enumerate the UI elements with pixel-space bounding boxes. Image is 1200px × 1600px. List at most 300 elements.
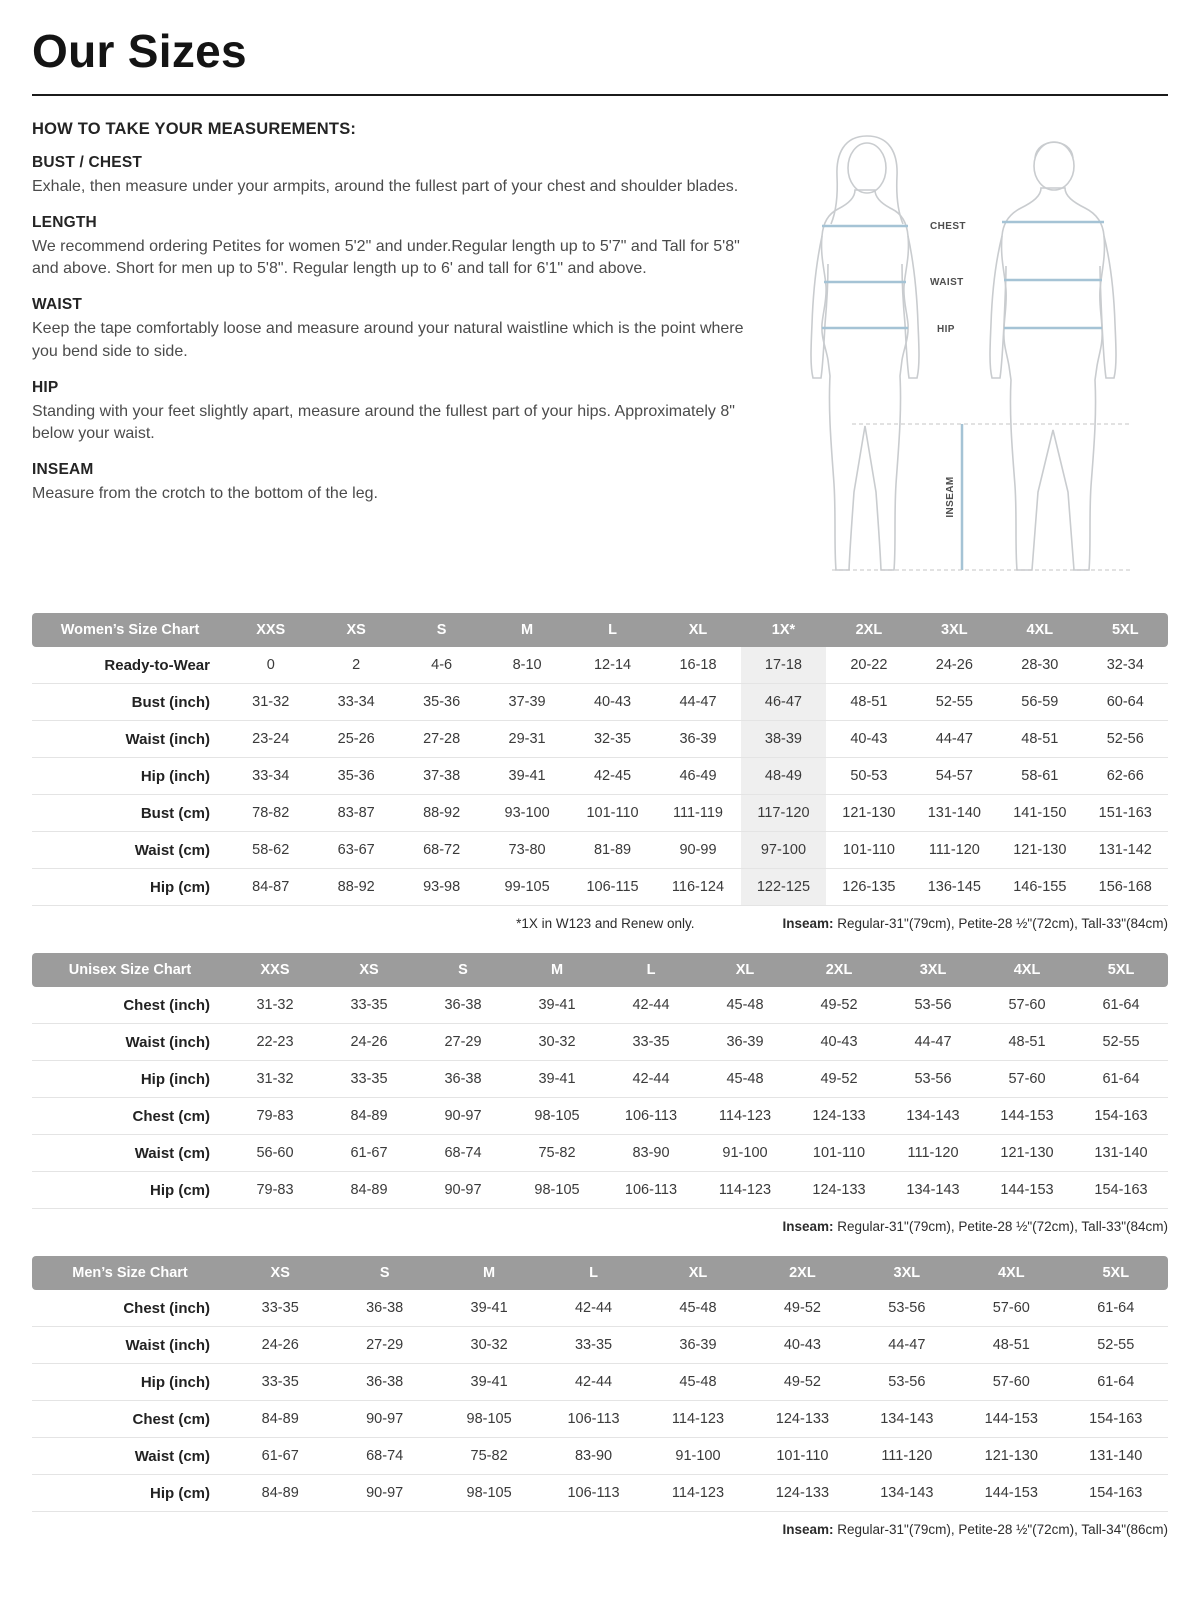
size-cell: 49-52 (750, 1290, 854, 1327)
size-cell: 24-26 (322, 1024, 416, 1061)
size-cell: 48-51 (826, 684, 911, 721)
size-cell: 36-39 (655, 721, 740, 758)
size-cell: 61-64 (1074, 987, 1168, 1024)
table-row (32, 1364, 1168, 1401)
table-row (32, 721, 1168, 758)
size-cell: 39-41 (510, 1061, 604, 1098)
instruction-body: Keep the tape comfortably loose and measure around your natural waistline which is the point where you bend side to side. (32, 320, 744, 360)
size-cell: 45-48 (646, 1364, 750, 1401)
size-cell: 101-110 (750, 1438, 854, 1475)
size-cell: 61-64 (1074, 1061, 1168, 1098)
size-cell: 84-87 (228, 869, 313, 906)
size-cell: 134-143 (886, 1172, 980, 1209)
row-label: Chest (inch) (32, 1290, 228, 1327)
footnote-inseam-note (782, 916, 1168, 931)
size-cell: 33-35 (322, 1061, 416, 1098)
size-cell: 68-74 (416, 1135, 510, 1172)
size-cell: 134-143 (886, 1098, 980, 1135)
size-cell: 90-97 (332, 1401, 436, 1438)
size-cell: 106-113 (604, 1172, 698, 1209)
page-title: Our Sizes (32, 25, 247, 77)
size-cell: 42-44 (541, 1290, 645, 1327)
size-cell: 40-43 (750, 1327, 854, 1364)
mens-size-chart-table (32, 1256, 1168, 1512)
size-cell: 84-89 (228, 1401, 332, 1438)
size-cell: 42-44 (604, 1061, 698, 1098)
size-cell: 49-52 (792, 987, 886, 1024)
size-cell: 58-62 (228, 832, 313, 869)
size-cell: 84-89 (322, 1172, 416, 1209)
size-column-header: L (570, 613, 655, 647)
size-column-header: 5XL (1064, 1256, 1169, 1290)
size-cell: 44-47 (886, 1024, 980, 1061)
size-cell: 124-133 (792, 1172, 886, 1209)
size-cell: 33-35 (322, 987, 416, 1024)
instructions-column (32, 120, 768, 506)
size-cell: 106-113 (541, 1401, 645, 1438)
size-cell: 17-18 (741, 647, 826, 684)
size-cell: 88-92 (399, 795, 484, 832)
row-label: Hip (inch) (32, 758, 228, 795)
size-cell: 144-153 (980, 1098, 1074, 1135)
size-column-header: 2XL (750, 1256, 854, 1290)
instruction-bust-chest (32, 154, 768, 199)
size-column-header: M (437, 1256, 541, 1290)
womens-size-chart-section (32, 613, 1168, 931)
size-cell: 30-32 (510, 1024, 604, 1061)
size-column-header: XXS (228, 953, 322, 987)
row-label: Waist (cm) (32, 832, 228, 869)
size-cell: 40-43 (570, 684, 655, 721)
row-label: Chest (inch) (32, 987, 228, 1024)
size-column-header: S (332, 1256, 436, 1290)
size-cell: 61-64 (1064, 1364, 1169, 1401)
size-cell: 101-110 (826, 832, 911, 869)
size-cell: 122-125 (741, 869, 826, 906)
size-column-header: M (510, 953, 604, 987)
size-column-header: 3XL (912, 613, 997, 647)
instruction-length (32, 214, 768, 281)
size-cell: 27-28 (399, 721, 484, 758)
size-cell: 131-140 (1064, 1438, 1169, 1475)
size-cell: 93-98 (399, 869, 484, 906)
size-column-header: XL (655, 613, 740, 647)
size-cell: 52-55 (1064, 1327, 1169, 1364)
size-cell: 24-26 (912, 647, 997, 684)
size-cell: 33-35 (604, 1024, 698, 1061)
size-column-header: 1X* (741, 613, 826, 647)
size-cell: 48-49 (741, 758, 826, 795)
instruction-waist (32, 296, 768, 363)
size-cell: 90-97 (416, 1098, 510, 1135)
measurement-instructions-section (32, 120, 1168, 599)
size-cell: 98-105 (510, 1172, 604, 1209)
row-label: Hip (cm) (32, 869, 228, 906)
size-cell: 54-57 (912, 758, 997, 795)
table-row (32, 1172, 1168, 1209)
size-column-header: 2XL (826, 613, 911, 647)
footnote-inseam-label: Inseam: (782, 1219, 834, 1234)
size-cell: 27-29 (332, 1327, 436, 1364)
size-cell: 36-38 (332, 1364, 436, 1401)
title-divider (32, 94, 1168, 96)
size-column-header: 5XL (1083, 613, 1168, 647)
size-cell: 42-44 (604, 987, 698, 1024)
size-cell: 36-38 (416, 1061, 510, 1098)
instruction-title: INSEAM (32, 461, 94, 479)
size-cell: 62-66 (1083, 758, 1168, 795)
table-row (32, 832, 1168, 869)
size-cell: 75-82 (437, 1438, 541, 1475)
size-cell: 90-99 (655, 832, 740, 869)
size-cell: 48-51 (959, 1327, 1063, 1364)
size-cell: 35-36 (399, 684, 484, 721)
size-cell: 36-38 (332, 1290, 436, 1327)
size-cell: 146-155 (997, 869, 1082, 906)
size-cell: 39-41 (437, 1290, 541, 1327)
footnote-1x-note: *1X in W123 and Renew only. (516, 916, 695, 931)
size-cell: 44-47 (912, 721, 997, 758)
size-cell: 117-120 (741, 795, 826, 832)
instruction-title: HIP (32, 378, 59, 396)
size-cell: 97-100 (741, 832, 826, 869)
size-cell: 8-10 (484, 647, 569, 684)
size-column-header: L (604, 953, 698, 987)
size-cell: 136-145 (912, 869, 997, 906)
size-cell: 114-123 (698, 1098, 792, 1135)
mens-chart-footnotes (32, 1522, 1168, 1537)
size-cell: 79-83 (228, 1172, 322, 1209)
size-cell: 126-135 (826, 869, 911, 906)
row-label: Bust (cm) (32, 795, 228, 832)
size-cell: 111-119 (655, 795, 740, 832)
table-row (32, 1438, 1168, 1475)
size-cell: 2 (313, 647, 398, 684)
size-cell: 75-82 (510, 1135, 604, 1172)
size-cell: 60-64 (1083, 684, 1168, 721)
size-cell: 16-18 (655, 647, 740, 684)
size-cell: 134-143 (855, 1475, 959, 1512)
size-cell: 156-168 (1083, 869, 1168, 906)
size-cell: 61-67 (322, 1135, 416, 1172)
size-cell: 36-39 (698, 1024, 792, 1061)
size-cell: 144-153 (980, 1172, 1074, 1209)
size-cell: 0 (228, 647, 313, 684)
size-cell: 57-60 (959, 1290, 1063, 1327)
size-cell: 49-52 (792, 1061, 886, 1098)
size-cell: 33-34 (313, 684, 398, 721)
womens-chart-footnotes (32, 916, 1168, 931)
size-cell: 106-115 (570, 869, 655, 906)
instruction-body: Measure from the crotch to the bottom of the leg. (32, 485, 378, 503)
instruction-inseam (32, 461, 768, 506)
size-cell: 154-163 (1064, 1475, 1169, 1512)
size-cell: 57-60 (980, 987, 1074, 1024)
mens-size-chart-section (32, 1256, 1168, 1537)
size-cell: 114-123 (646, 1401, 750, 1438)
row-label: Chest (cm) (32, 1401, 228, 1438)
size-cell: 37-39 (484, 684, 569, 721)
table-title: Men’s Size Chart (32, 1256, 228, 1290)
table-row (32, 1475, 1168, 1512)
size-column-header: 3XL (886, 953, 980, 987)
size-cell: 22-23 (228, 1024, 322, 1061)
size-column-header: L (541, 1256, 645, 1290)
size-column-header: M (484, 613, 569, 647)
size-column-header: S (416, 953, 510, 987)
size-cell: 31-32 (228, 1061, 322, 1098)
size-cell: 144-153 (959, 1401, 1063, 1438)
waist-label: WAIST (930, 277, 964, 288)
size-cell: 68-72 (399, 832, 484, 869)
row-label: Waist (inch) (32, 1327, 228, 1364)
size-cell: 39-41 (510, 987, 604, 1024)
row-label: Hip (cm) (32, 1475, 228, 1512)
size-cell: 98-105 (510, 1098, 604, 1135)
size-cell: 83-90 (541, 1438, 645, 1475)
size-cell: 20-22 (826, 647, 911, 684)
size-cell: 56-60 (228, 1135, 322, 1172)
size-cell: 131-142 (1083, 832, 1168, 869)
size-cell: 121-130 (980, 1135, 1074, 1172)
size-cell: 57-60 (980, 1061, 1074, 1098)
unisex-chart-footnotes (32, 1219, 1168, 1234)
size-cell: 53-56 (855, 1290, 959, 1327)
size-cell: 68-74 (332, 1438, 436, 1475)
footnote-inseam-text: Regular-31"(79cm), Petite-28 ½"(72cm), Tall-34"(86cm) (833, 1522, 1168, 1537)
instructions-heading: HOW TO TAKE YOUR MEASUREMENTS: (32, 120, 357, 138)
size-cell: 98-105 (437, 1475, 541, 1512)
size-cell: 32-34 (1083, 647, 1168, 684)
size-cell: 154-163 (1074, 1098, 1168, 1135)
size-column-header: 4XL (997, 613, 1082, 647)
size-cell: 49-52 (750, 1364, 854, 1401)
size-column-header: 2XL (792, 953, 886, 987)
size-cell: 46-47 (741, 684, 826, 721)
size-cell: 24-26 (228, 1327, 332, 1364)
instruction-body: We recommend ordering Petites for women 5'2" and under.Regular length up to 5'7" and Tall for 5'8" and above. Short for men up to 5'8". Regular length up to 6' and tall for 6'1" and above. (32, 237, 740, 278)
size-cell: 45-48 (646, 1290, 750, 1327)
footnote-inseam-label: Inseam: (782, 916, 834, 931)
footnote-inseam-note (782, 1219, 1168, 1234)
size-cell: 27-29 (416, 1024, 510, 1061)
size-cell: 114-123 (698, 1172, 792, 1209)
size-cell: 131-140 (912, 795, 997, 832)
size-cell: 116-124 (655, 869, 740, 906)
table-row (32, 1098, 1168, 1135)
size-cell: 101-110 (570, 795, 655, 832)
size-column-header: 5XL (1074, 953, 1168, 987)
size-cell: 111-120 (912, 832, 997, 869)
row-label: Waist (inch) (32, 721, 228, 758)
size-cell: 101-110 (792, 1135, 886, 1172)
size-cell: 134-143 (855, 1401, 959, 1438)
size-cell: 63-67 (313, 832, 398, 869)
footnote-inseam-label: Inseam: (782, 1522, 834, 1537)
size-column-header: S (399, 613, 484, 647)
female-figure (811, 136, 919, 570)
male-figure (990, 142, 1116, 570)
size-cell: 30-32 (437, 1327, 541, 1364)
instruction-hip (32, 379, 768, 446)
size-cell: 39-41 (484, 758, 569, 795)
size-cell: 111-120 (855, 1438, 959, 1475)
size-cell: 33-35 (228, 1290, 332, 1327)
size-cell: 52-55 (912, 684, 997, 721)
size-cell: 84-89 (322, 1098, 416, 1135)
size-cell: 73-80 (484, 832, 569, 869)
table-row (32, 1061, 1168, 1098)
measurement-diagram (776, 120, 1168, 599)
size-cell: 42-45 (570, 758, 655, 795)
size-cell: 106-113 (604, 1098, 698, 1135)
size-cell: 40-43 (826, 721, 911, 758)
size-column-header: XXS (228, 613, 313, 647)
chest-label: CHEST (930, 221, 966, 232)
table-row (32, 1290, 1168, 1327)
size-column-header: 3XL (855, 1256, 959, 1290)
measurement-lines (822, 222, 1104, 570)
size-cell: 124-133 (792, 1098, 886, 1135)
size-cell: 45-48 (698, 1061, 792, 1098)
size-cell: 84-89 (228, 1475, 332, 1512)
size-cell: 32-35 (570, 721, 655, 758)
size-column-header: XL (646, 1256, 750, 1290)
unisex-size-chart-table (32, 953, 1168, 1209)
table-row (32, 869, 1168, 906)
size-cell: 33-34 (228, 758, 313, 795)
size-cell: 78-82 (228, 795, 313, 832)
size-cell: 33-35 (541, 1327, 645, 1364)
body-measurement-illustration (776, 124, 1168, 594)
size-cell: 38-39 (741, 721, 826, 758)
size-cell: 91-100 (646, 1438, 750, 1475)
size-cell: 40-43 (792, 1024, 886, 1061)
size-cell: 29-31 (484, 721, 569, 758)
unisex-size-chart-section (32, 953, 1168, 1234)
table-row (32, 1024, 1168, 1061)
size-cell: 93-100 (484, 795, 569, 832)
footnote-inseam-text: Regular-31"(79cm), Petite-28 ½"(72cm), Tall-33"(84cm) (833, 1219, 1168, 1234)
size-cell: 48-51 (980, 1024, 1074, 1061)
size-cell: 151-163 (1083, 795, 1168, 832)
size-cell: 98-105 (437, 1401, 541, 1438)
size-cell: 53-56 (886, 987, 980, 1024)
size-cell: 124-133 (750, 1475, 854, 1512)
size-cell: 81-89 (570, 832, 655, 869)
size-cell: 61-64 (1064, 1290, 1169, 1327)
size-cell: 52-55 (1074, 1024, 1168, 1061)
row-label: Waist (cm) (32, 1438, 228, 1475)
size-cell: 154-163 (1074, 1172, 1168, 1209)
size-cell: 58-61 (997, 758, 1082, 795)
table-title: Unisex Size Chart (32, 953, 228, 987)
size-cell: 48-51 (997, 721, 1082, 758)
size-cell: 99-105 (484, 869, 569, 906)
size-cell: 90-97 (416, 1172, 510, 1209)
size-cell: 44-47 (855, 1327, 959, 1364)
instruction-body: Standing with your feet slightly apart, measure around the fullest part of your hips. Approximately 8" below your waist. (32, 402, 735, 443)
size-cell: 33-35 (228, 1364, 332, 1401)
size-cell: 50-53 (826, 758, 911, 795)
size-column-header: 4XL (980, 953, 1074, 987)
table-row (32, 1135, 1168, 1172)
size-cell: 88-92 (313, 869, 398, 906)
row-label: Hip (inch) (32, 1061, 228, 1098)
instruction-title: BUST / CHEST (32, 154, 143, 171)
size-cell: 23-24 (228, 721, 313, 758)
womens-size-chart-table (32, 613, 1168, 906)
size-cell: 83-87 (313, 795, 398, 832)
size-cell: 46-49 (655, 758, 740, 795)
size-column-header: XL (698, 953, 792, 987)
row-label: Bust (inch) (32, 684, 228, 721)
size-cell: 35-36 (313, 758, 398, 795)
size-cell: 42-44 (541, 1364, 645, 1401)
size-cell: 141-150 (997, 795, 1082, 832)
size-cell: 111-120 (886, 1135, 980, 1172)
table-row (32, 1401, 1168, 1438)
instruction-body: Exhale, then measure under your armpits, around the fullest part of your chest and shoulder blades. (32, 178, 739, 195)
size-cell: 90-97 (332, 1475, 436, 1512)
size-cell: 106-113 (541, 1475, 645, 1512)
size-cell: 56-59 (997, 684, 1082, 721)
size-cell: 25-26 (313, 721, 398, 758)
instruction-title: LENGTH (32, 213, 97, 231)
row-label: Waist (cm) (32, 1135, 228, 1172)
size-cell: 44-47 (655, 684, 740, 721)
instruction-title: WAIST (32, 296, 83, 314)
size-column-header: XS (228, 1256, 332, 1290)
size-cell: 53-56 (886, 1061, 980, 1098)
footnote-inseam-text: Regular-31"(79cm), Petite-28 ½"(72cm), Tall-33"(84cm) (833, 916, 1168, 931)
table-row (32, 758, 1168, 795)
row-label: Chest (cm) (32, 1098, 228, 1135)
size-cell: 79-83 (228, 1098, 322, 1135)
size-cell: 31-32 (228, 684, 313, 721)
size-cell: 12-14 (570, 647, 655, 684)
size-cell: 53-56 (855, 1364, 959, 1401)
size-cell: 154-163 (1064, 1401, 1169, 1438)
size-cell: 28-30 (997, 647, 1082, 684)
size-cell: 114-123 (646, 1475, 750, 1512)
row-label: Hip (inch) (32, 1364, 228, 1401)
size-cell: 37-38 (399, 758, 484, 795)
table-row (32, 684, 1168, 721)
row-label: Waist (inch) (32, 1024, 228, 1061)
size-cell: 36-39 (646, 1327, 750, 1364)
inseam-label: INSEAM (945, 476, 956, 518)
size-column-header: 4XL (959, 1256, 1063, 1290)
size-cell: 31-32 (228, 987, 322, 1024)
table-row (32, 647, 1168, 684)
size-cell: 121-130 (959, 1438, 1063, 1475)
row-label: Hip (cm) (32, 1172, 228, 1209)
size-cell: 121-130 (826, 795, 911, 832)
size-column-header: XS (313, 613, 398, 647)
table-title: Women’s Size Chart (32, 613, 228, 647)
footnote-inseam-note (782, 1522, 1168, 1537)
size-cell: 61-67 (228, 1438, 332, 1475)
size-cell: 144-153 (959, 1475, 1063, 1512)
table-row (32, 795, 1168, 832)
size-cell: 45-48 (698, 987, 792, 1024)
size-cell: 124-133 (750, 1401, 854, 1438)
size-column-header: XS (322, 953, 416, 987)
size-cell: 36-38 (416, 987, 510, 1024)
hip-label: HIP (937, 324, 955, 335)
size-cell: 121-130 (997, 832, 1082, 869)
